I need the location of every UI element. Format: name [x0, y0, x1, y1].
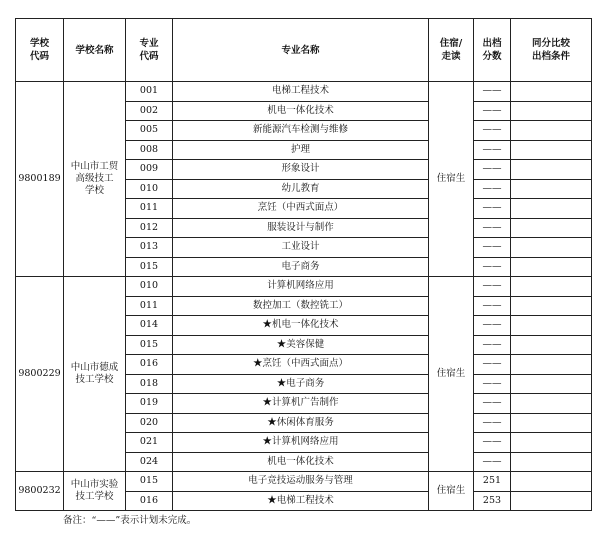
major-code-cell: 012	[126, 218, 173, 238]
major-code-cell: 005	[126, 121, 173, 141]
tie-condition-cell	[511, 394, 592, 414]
score-cell: ——	[474, 296, 511, 316]
score-cell: ——	[474, 394, 511, 414]
score-cell: ——	[474, 413, 511, 433]
score-cell: ——	[474, 82, 511, 102]
major-name-cell: 计算机网络应用	[173, 277, 429, 297]
major-name-cell: 机电一体化技术	[173, 101, 429, 121]
major-name-cell: 数控加工（数控铣工）	[173, 296, 429, 316]
school-name-line: 高级技工	[75, 173, 114, 184]
tie-condition-cell	[511, 257, 592, 277]
major-code-cell: 024	[126, 452, 173, 472]
tie-condition-cell	[511, 160, 592, 180]
accommodation-cell: 住宿生	[429, 472, 474, 511]
footnote: 备注：“——”表示计划未完成。	[63, 515, 197, 526]
table-body	[16, 82, 592, 511]
major-code-cell: 010	[126, 179, 173, 199]
major-code-cell: 018	[126, 374, 173, 394]
major-name-cell: 新能源汽车检测与维修	[173, 121, 429, 141]
major-name-cell: 电子商务	[173, 257, 429, 277]
major-code-cell: 016	[126, 355, 173, 375]
major-name-cell: 机电一体化技术	[173, 452, 429, 472]
school-code-cell: 9800189	[16, 82, 64, 277]
major-name-cell: 形象设计	[173, 160, 429, 180]
header-accommodation: 住宿/ 走读	[429, 19, 474, 82]
major-code-cell: 002	[126, 101, 173, 121]
school-name-cell	[64, 82, 126, 277]
major-code-cell: 001	[126, 82, 173, 102]
table-row	[16, 82, 592, 102]
header-major-code: 专业 代码	[126, 19, 173, 82]
major-name-cell: ★机电一体化技术	[173, 316, 429, 336]
school-name-cell	[64, 277, 126, 472]
tie-condition-cell	[511, 82, 592, 102]
school-code-cell: 9800232	[16, 472, 64, 511]
tie-condition-cell	[511, 355, 592, 375]
score-cell: ——	[474, 218, 511, 238]
major-code-cell: 011	[126, 199, 173, 219]
major-name-cell: 烹饪（中西式面点）	[173, 199, 429, 219]
major-code-cell: 016	[126, 491, 173, 511]
major-code-cell: 010	[126, 277, 173, 297]
school-name-line: 中山市工贸	[70, 161, 119, 172]
tie-condition-cell	[511, 101, 592, 121]
tie-condition-cell	[511, 218, 592, 238]
tie-condition-cell	[511, 472, 592, 492]
school-name-line: 中山市实验	[70, 479, 119, 490]
score-cell: 251	[474, 472, 511, 492]
major-code-cell: 013	[126, 238, 173, 258]
major-name-cell: 工业设计	[173, 238, 429, 258]
school-code-cell: 9800229	[16, 277, 64, 472]
tie-condition-cell	[511, 179, 592, 199]
tie-condition-cell	[511, 316, 592, 336]
major-name-cell: ★美容保健	[173, 335, 429, 355]
score-cell: ——	[474, 257, 511, 277]
tie-condition-cell	[511, 452, 592, 472]
school-name-line: 中山市德成	[70, 362, 119, 373]
tie-condition-cell	[511, 491, 592, 511]
score-cell: ——	[474, 355, 511, 375]
major-code-cell: 015	[126, 472, 173, 492]
admission-table-container	[15, 18, 570, 511]
school-name-line: 学校	[84, 185, 104, 196]
major-name-cell: 电梯工程技术	[173, 82, 429, 102]
major-code-cell: 019	[126, 394, 173, 414]
tie-condition-cell	[511, 413, 592, 433]
major-name-cell: 服装设计与制作	[173, 218, 429, 238]
tie-condition-cell	[511, 433, 592, 453]
header-tie-condition: 同分比较 出档条件	[511, 19, 592, 82]
accommodation-cell: 住宿生	[429, 82, 474, 277]
major-name-cell: ★计算机广告制作	[173, 394, 429, 414]
school-name-cell	[64, 472, 126, 511]
accommodation-cell: 住宿生	[429, 277, 474, 472]
major-code-cell: 014	[126, 316, 173, 336]
score-cell: ——	[474, 433, 511, 453]
header-school-name: 学校名称	[64, 19, 126, 82]
table-row	[16, 277, 592, 297]
admission-score-table	[15, 18, 592, 511]
major-code-cell: 020	[126, 413, 173, 433]
table-header-row	[16, 19, 592, 82]
tie-condition-cell	[511, 374, 592, 394]
tie-condition-cell	[511, 199, 592, 219]
school-name-line: 技工学校	[75, 491, 114, 502]
major-name-cell: 电子竞技运动服务与管理	[173, 472, 429, 492]
score-cell: ——	[474, 277, 511, 297]
major-code-cell: 015	[126, 257, 173, 277]
major-code-cell: 015	[126, 335, 173, 355]
score-cell: ——	[474, 335, 511, 355]
header-major-name: 专业名称	[173, 19, 429, 82]
score-cell: ——	[474, 374, 511, 394]
score-cell: ——	[474, 199, 511, 219]
major-name-cell: ★计算机网络应用	[173, 433, 429, 453]
major-code-cell: 008	[126, 140, 173, 160]
score-cell: ——	[474, 121, 511, 141]
score-cell: ——	[474, 140, 511, 160]
major-code-cell: 011	[126, 296, 173, 316]
score-cell: ——	[474, 179, 511, 199]
school-name-line: 技工学校	[75, 374, 114, 385]
tie-condition-cell	[511, 296, 592, 316]
score-cell: ——	[474, 238, 511, 258]
tie-condition-cell	[511, 140, 592, 160]
score-cell: ——	[474, 452, 511, 472]
major-code-cell: 009	[126, 160, 173, 180]
major-name-cell: 幼儿教育	[173, 179, 429, 199]
score-cell: 253	[474, 491, 511, 511]
major-code-cell: 021	[126, 433, 173, 453]
table-row	[16, 472, 592, 492]
tie-condition-cell	[511, 335, 592, 355]
score-cell: ——	[474, 160, 511, 180]
major-name-cell: ★电子商务	[173, 374, 429, 394]
score-cell: ——	[474, 101, 511, 121]
major-name-cell: ★烹饪（中西式面点）	[173, 355, 429, 375]
major-name-cell: 护理	[173, 140, 429, 160]
score-cell: ——	[474, 316, 511, 336]
tie-condition-cell	[511, 121, 592, 141]
major-name-cell: ★休闲体育服务	[173, 413, 429, 433]
major-name-cell: ★电梯工程技术	[173, 491, 429, 511]
tie-condition-cell	[511, 238, 592, 258]
tie-condition-cell	[511, 277, 592, 297]
header-score: 出档 分数	[474, 19, 511, 82]
header-school-code: 学校 代码	[16, 19, 64, 82]
